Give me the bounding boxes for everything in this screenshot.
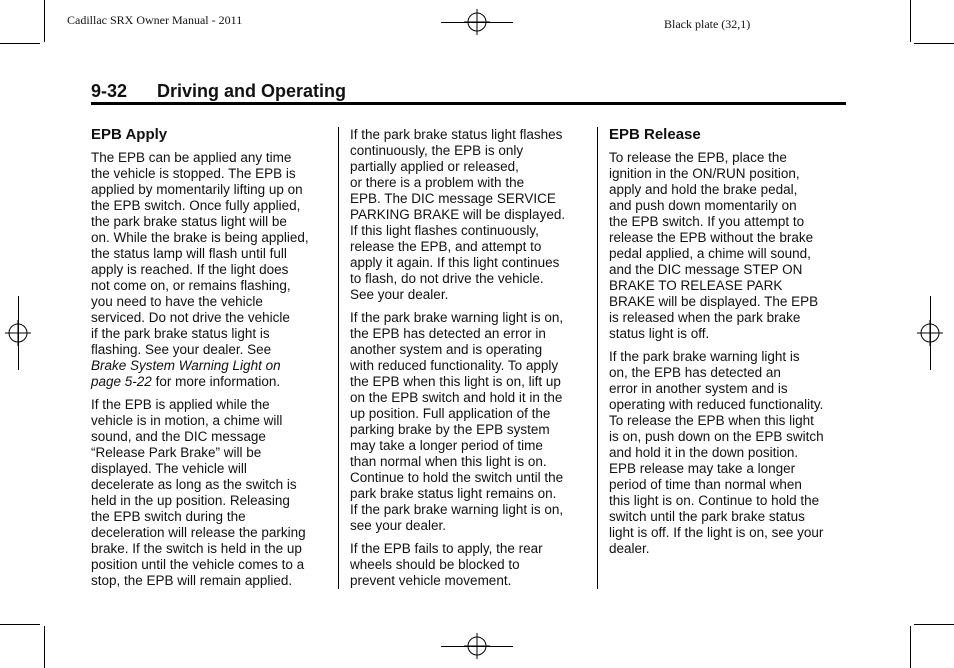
crop-mark <box>44 0 45 42</box>
paragraph-epb-release-1: To release the EPB, place the ignition in the ON/RUN position, apply and hold the brake pedal, and push down momentarily on the EPB switch. If you attempt to release the EPB without the brake pedal applied, a chime will sound, and the DIC message STEP ON BRAKE TO RELEASE PARK BRAKE will be displayed. The EPB is released when the park brake status light is off. <box>609 150 819 341</box>
crop-mark <box>910 626 911 668</box>
section-title: Driving and Operating <box>157 81 347 101</box>
page-number: 9-32 <box>91 81 128 101</box>
crop-mark <box>44 626 45 668</box>
paragraph-text: for more information. <box>151 374 281 389</box>
section-heading-epb-apply: EPB Apply <box>91 126 168 143</box>
paragraph-status-light: If the park brake status light flashes continuously, the EPB is only partially applied or released, or there is a problem with the EPB. The DIC message SERVICE PARKING BRAKE will be displayed. If this light flashes continuously, release the EPB, and attempt to apply it again. If this light continues to flash, do not drive the vehicle. See your dealer. <box>350 127 566 302</box>
section-heading-epb-release: EPB Release <box>609 126 701 143</box>
crop-mark <box>914 43 954 44</box>
crop-mark <box>0 43 40 44</box>
black-plate-label: Black plate (32,1) <box>664 17 751 31</box>
paragraph-epb-apply-1 <box>91 150 331 390</box>
column-epb-apply <box>91 126 331 596</box>
header-rule <box>91 102 846 105</box>
registration-line <box>441 22 513 23</box>
crop-mark <box>0 624 40 625</box>
cross-reference-link[interactable]: Brake System Warning Light on page 5-22 <box>91 358 281 389</box>
paragraph-epb-apply-2: If the EPB is applied while the vehicle is in motion, a chime will sound, and the DIC message “Release Park Brake” will be displayed. The vehicle will decelerate as long as the switch is held in the up position. Releasing the EPB switch during the deceleration will release the parking brake. If the switch is held in the up position until the vehicle comes to a stop, the EPB will remain applied. <box>91 397 306 588</box>
registration-line <box>930 296 931 370</box>
crop-mark <box>914 624 954 625</box>
registration-line <box>18 296 19 370</box>
column-divider <box>597 127 598 589</box>
page-header <box>91 81 846 102</box>
paragraph-text: The EPB can be applied any time the vehicle is stopped. The EPB is applied by momentarily lifting up on the EPB switch. Once fully applied, the park brake status light will be on. While the brake is being applied, the status lamp will flash until full apply is reached. If the light does not come on, or remains flashing, you need to have the vehicle serviced. Do not drive the vehicle if the park brake status light is flashing. See your dealer. See <box>91 150 309 357</box>
column-epb-release <box>609 126 849 564</box>
registration-line <box>441 646 513 647</box>
column-epb-status <box>350 127 590 596</box>
crop-mark <box>910 0 911 42</box>
paragraph-epb-fail: If the EPB fails to apply, the rear wheels should be blocked to prevent vehicle movement. <box>350 541 543 588</box>
column-divider <box>338 127 339 589</box>
paragraph-epb-release-2: If the park brake warning light is on, the EPB has detected an error in another system and is operating with reduced functionality. To release the EPB when this light is on, push down on the EPB switch and hold it in the down position. EPB release may take a longer period of time than normal when this light is on. Continue to hold the switch until the park brake status light is off. If the light is on, see your dealer. <box>609 349 824 556</box>
manual-plate-label: Cadillac SRX Owner Manual - 2011 <box>67 13 243 27</box>
paragraph-warning-light: If the park brake warning light is on, the EPB has detected an error in another system and is operating with reduced functionality. To apply the EPB when this light is on, lift up on the EPB switch and hold it in the up position. Full application of the parking brake by the EPB system may take a longer period of time than normal when this light is on. Continue to hold the switch until the park brake status light remains on. If the park brake warning light is on, see your dealer. <box>350 310 564 533</box>
